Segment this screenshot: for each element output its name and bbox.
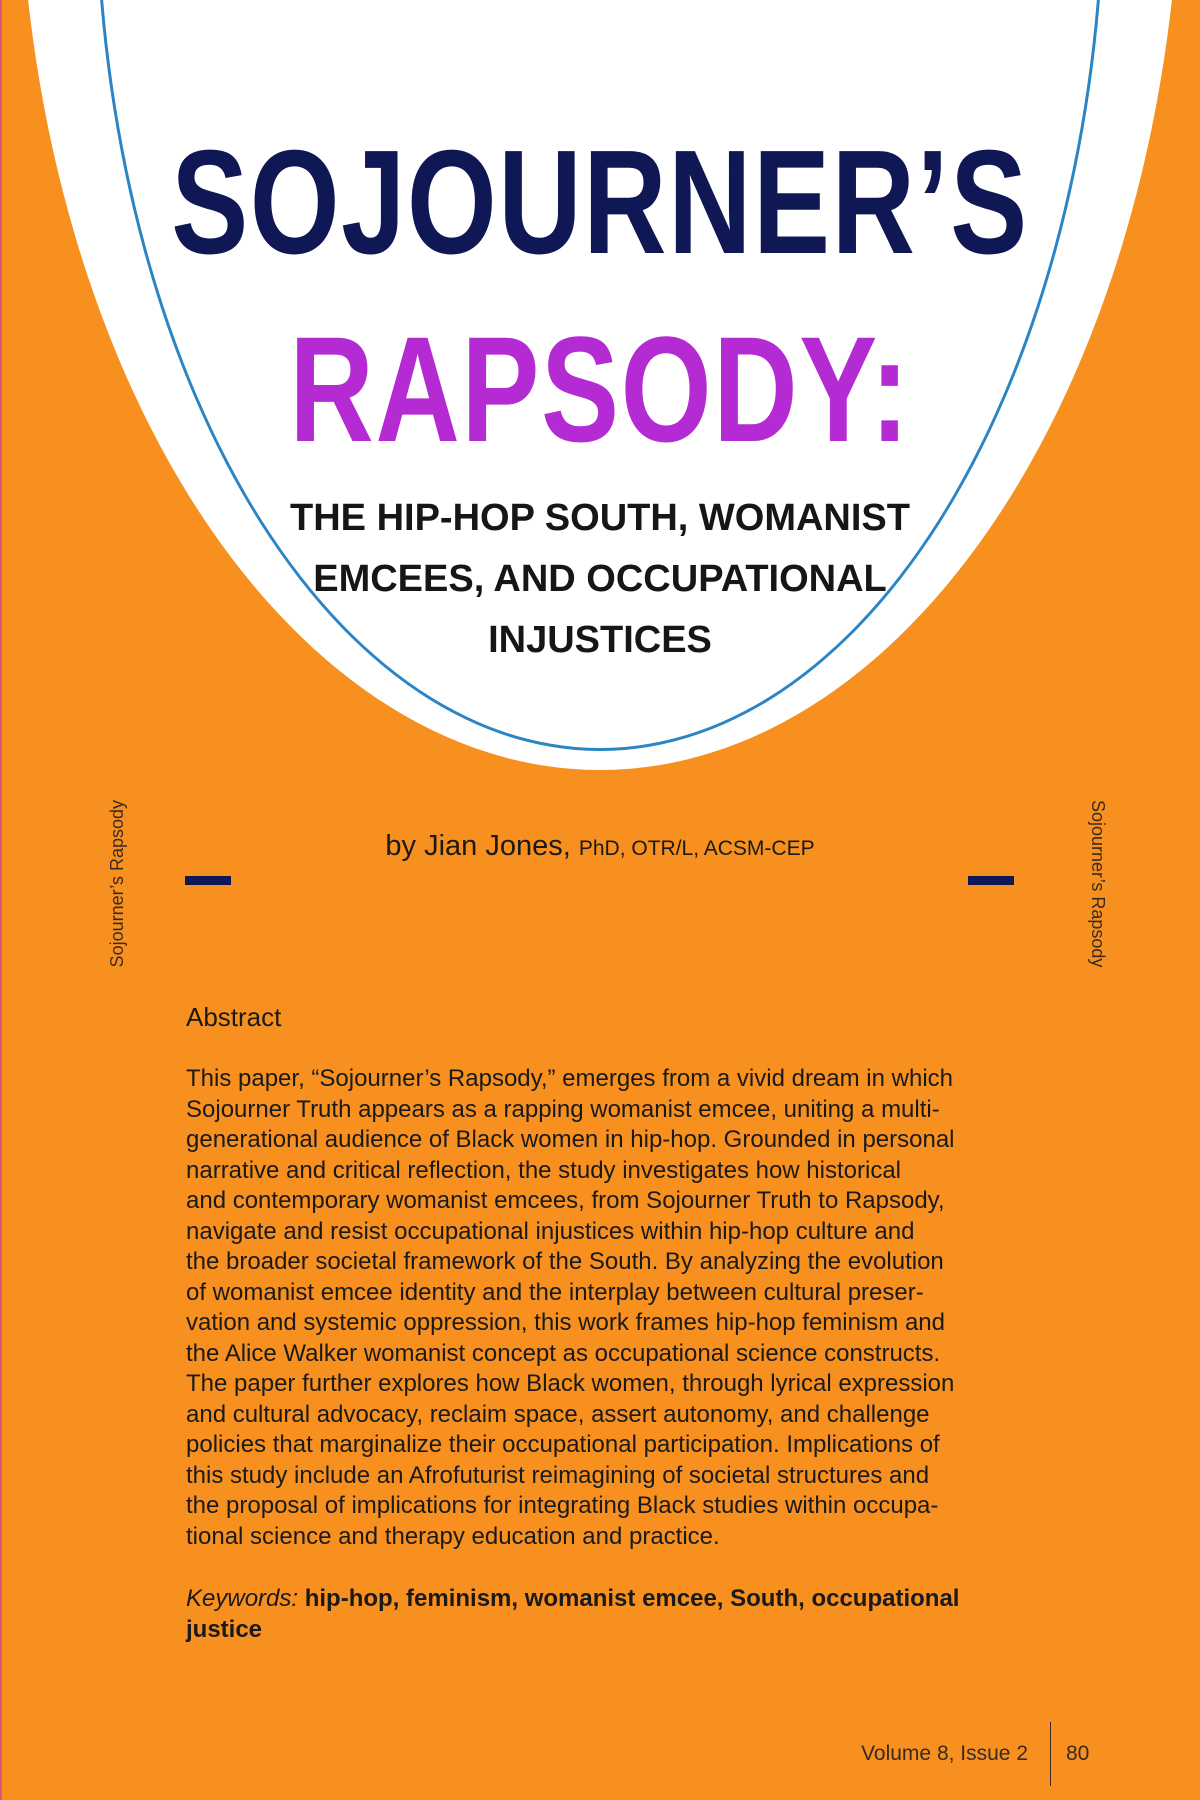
abstract-line: vation and systemic oppression, this work frames hip-hop feminism and xyxy=(186,1309,945,1336)
running-head-right: Sojourner’s Rapsody xyxy=(1088,800,1108,968)
author-name: by Jian Jones, xyxy=(385,830,571,862)
abstract-line: of womanist emcee identity and the interplay between cultural preser- xyxy=(186,1278,924,1306)
title-line-1: SOJOURNER’S xyxy=(171,120,1029,285)
abstract-line: the Alice Walker womanist concept as occupational science constructs. xyxy=(186,1339,941,1367)
abstract-heading: Abstract xyxy=(186,1002,282,1032)
abstract-line: navigate and resist occupational injustices within hip-hop culture and xyxy=(186,1217,915,1245)
keywords-line: hip-hop, feminism, womanist emcee, South, occupational xyxy=(304,1585,960,1612)
running-head-left: Sojourner’s Rapsody xyxy=(107,800,127,968)
abstract-line: The paper further explores how Black women, through lyrical expression xyxy=(186,1370,955,1397)
abstract-line: policies that marginalize their occupational participation. Implications of xyxy=(186,1431,940,1458)
abstract-line: and cultural advocacy, reclaim space, assert autonomy, and challenge xyxy=(186,1400,930,1428)
abstract-line: this study include an Afrofuturist reimagining of societal structures and xyxy=(186,1461,930,1489)
subtitle-line: INJUSTICES xyxy=(488,619,712,661)
keywords-label: Keywords: xyxy=(186,1585,299,1612)
decorative-dash-left xyxy=(185,876,231,885)
abstract-line: and contemporary womanist emcees, from Sojourner Truth to Rapsody, xyxy=(186,1187,945,1214)
footer-volume-issue: Volume 8, Issue 2 xyxy=(861,1742,1028,1765)
subtitle-line: EMCEES, AND OCCUPATIONAL xyxy=(313,558,887,600)
page-edge-stripe xyxy=(0,0,2,1800)
byline xyxy=(0,830,1200,863)
abstract-line: Sojourner Truth appears as a rapping womanist emcee, uniting a multi- xyxy=(186,1095,940,1123)
author-credentials: PhD, OTR/L, ACSM-CEP xyxy=(578,837,815,860)
keywords-line: justice xyxy=(186,1615,263,1643)
abstract-body xyxy=(186,1064,1066,1552)
keywords xyxy=(186,1584,1066,1645)
abstract-line: narrative and critical reflection, the study investigates how historical xyxy=(186,1156,902,1184)
abstract-line: the proposal of implications for integrating Black studies within occupa- xyxy=(186,1492,939,1519)
abstract-line: This paper, “Sojourner’s Rapsody,” emerges from a vivid dream in which xyxy=(186,1065,953,1092)
page-number: 80 xyxy=(1066,1742,1090,1765)
title-line-2: RAPSODY: xyxy=(289,305,911,473)
subtitle xyxy=(200,488,1000,671)
abstract-line: generational audience of Black women in hip-hop. Grounded in personal xyxy=(186,1126,955,1153)
footer-divider xyxy=(1050,1722,1051,1786)
abstract-line: the broader societal framework of the South. By analyzing the evolution xyxy=(186,1248,944,1275)
decorative-dash-right xyxy=(968,876,1014,885)
abstract-line: tional science and therapy education and practice. xyxy=(186,1522,720,1550)
subtitle-line: THE HIP-HOP SOUTH, WOMANIST xyxy=(290,497,910,539)
